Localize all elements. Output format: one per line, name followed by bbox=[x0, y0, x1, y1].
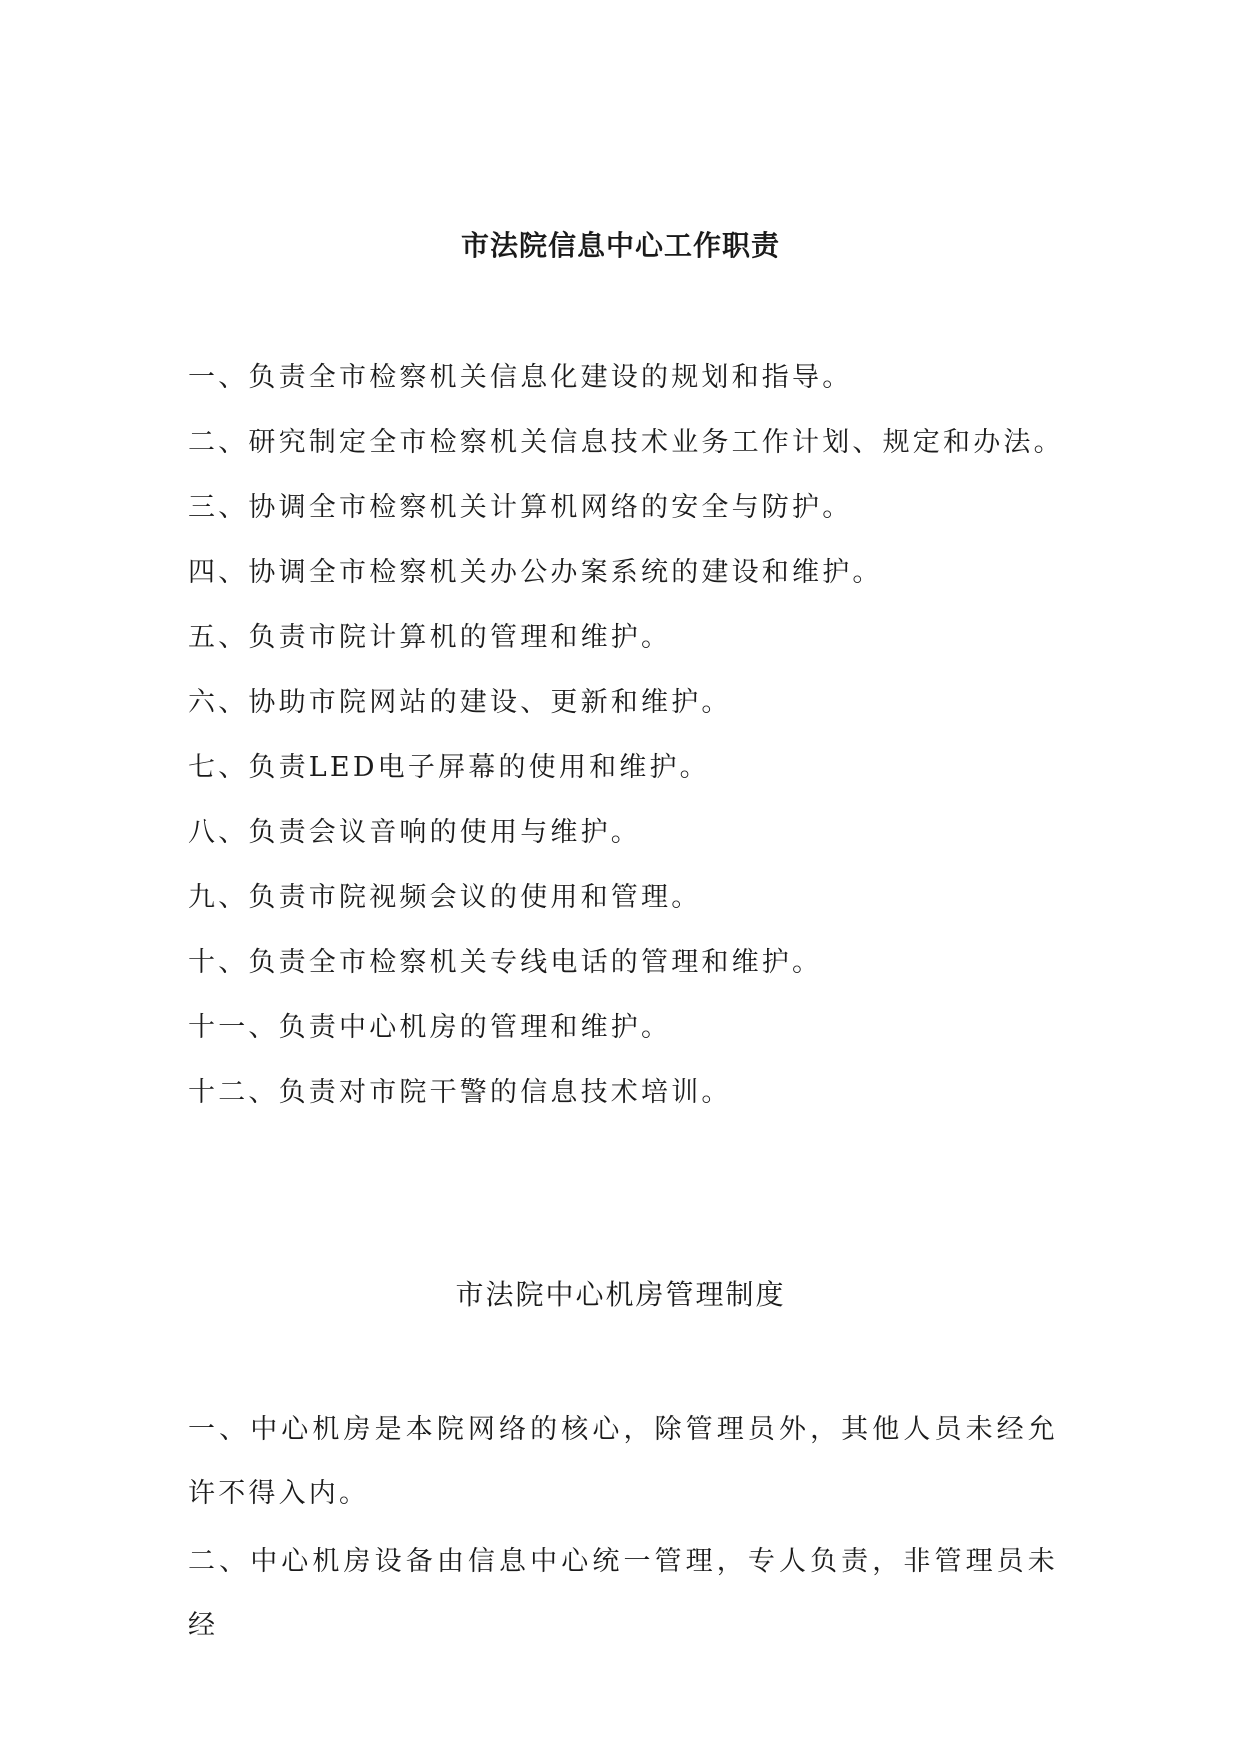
list-item: 一、中心机房是本院网络的核心，除管理员外，其他人员未经允许不得入内。 bbox=[188, 1414, 1058, 1509]
list-item: 九、负责市院视频会议的使用和管理。 bbox=[188, 882, 702, 913]
list-item: 十、负责全市检察机关专线电话的管理和维护。 bbox=[188, 947, 823, 978]
list-item: 十一、负责中心机房的管理和维护。 bbox=[188, 1012, 672, 1043]
list-item: 一、负责全市检察机关信息化建设的规划和指导。 bbox=[188, 362, 853, 393]
list-item: 十二、负责对市院干警的信息技术培训。 bbox=[188, 1077, 732, 1108]
list-item: 四、协调全市检察机关办公办案系统的建设和维护。 bbox=[188, 557, 883, 588]
responsibilities-list bbox=[188, 358, 1064, 1138]
section-title-responsibilities: 市法院信息中心工作职责 bbox=[460, 229, 780, 262]
list-item: 七、负责LED电子屏幕的使用和维护。 bbox=[188, 752, 710, 783]
server-room-rules-list bbox=[188, 1398, 1058, 1662]
list-item: 二、中心机房设备由信息中心统一管理，专人负责，非管理员未经 bbox=[188, 1546, 1058, 1641]
list-item: 二、研究制定全市检察机关信息技术业务工作计划、规定和办法。 bbox=[188, 427, 1064, 458]
list-item: 六、协助市院网站的建设、更新和维护。 bbox=[188, 687, 732, 718]
list-item: 三、协调全市检察机关计算机网络的安全与防护。 bbox=[188, 492, 853, 523]
list-item: 五、负责市院计算机的管理和维护。 bbox=[188, 622, 672, 653]
section-title-server-room-rules: 市法院中心机房管理制度 bbox=[455, 1278, 786, 1311]
list-item: 八、负责会议音响的使用与维护。 bbox=[188, 817, 641, 848]
